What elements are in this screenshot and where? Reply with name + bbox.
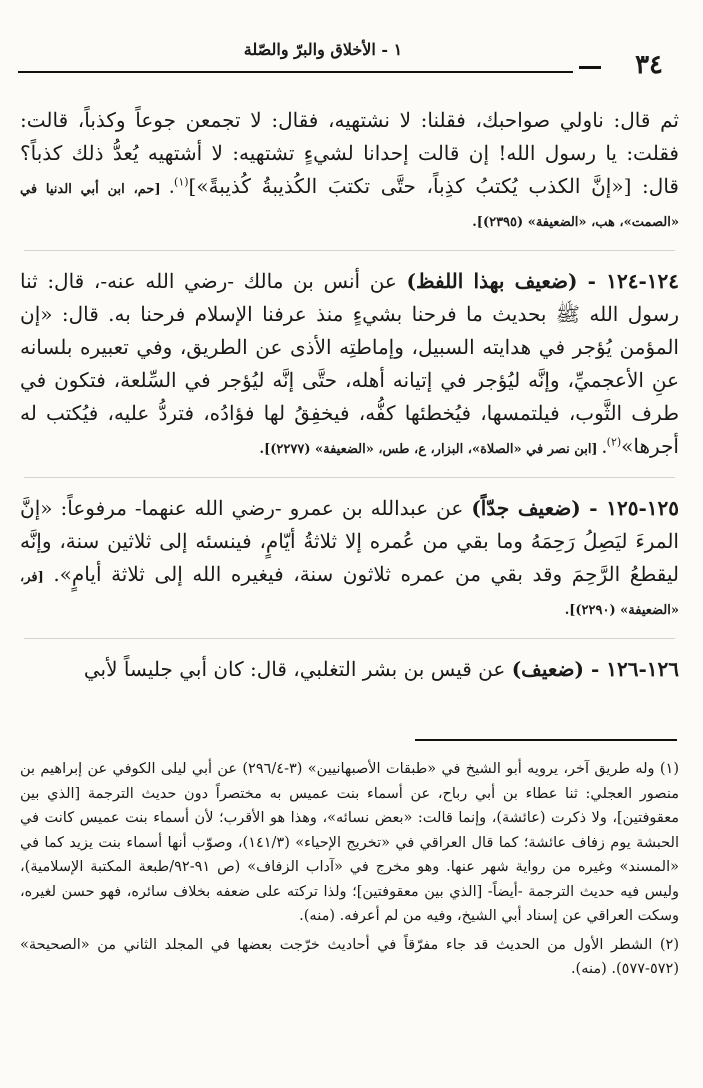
page-header [18,38,663,80]
page-number-dash [579,66,601,69]
footnote-rule [415,739,677,741]
footnote-1: (١) وله طريق آخر، يرويه أبو الشيخ في «طبقات الأصبهانيين» (٣-٢٩٦/٤) عن أبي ليلى الكوفي عن إبراهيم بن منصور العجلي: ثنا عطاء بن أبي رباح، عن أسماء بنت عميس به مختصراً دون حديث الترجمة [الذي بين معقوفتين]، ولا ذكرت (عائشة)، وإنما قالت: «بعض نسائه»، وهذا هو الأقرب؛ لأن أسماء بنت عميس كانت في الحبشة يوم زفاف عائشة؛ كما قال العراقي في «تخريج الإحياء» (١٤١/٣)، وصوّب أنها أسماء بنت يزيد كما في «المسند» وغيره من رواية شهر عنها. وهو مخرج في «آداب الزفاف» (ص ٩١-٩٢/طبعة المكتبة الإسلامية)، وليس فيه حديث الترجمة -أيضاً- [الذي بين معقوفتين]؛ ولذا تركته على ضعفه بخلاف سائره، فهو حسن لغيره، وسكت العراقي عن إسناد أبي الشيخ، وفيه من لم أعرفه. (منه). [20,761,680,924]
hadith-126 [20,653,679,686]
main-text [20,104,679,686]
hadith-125-reference: [فر، «الضعيفة» (٢٢٩٠)]. [20,570,679,618]
hadith-125 [20,492,679,624]
hadith-126-number: ١٢٦-١٢٦ - (ضعيف) [511,657,679,681]
hadith-separator [24,250,675,251]
hadith-124-text: عن أنس بن مالك -رضي الله عنه-، قال: ثنا رسول الله ﷺ بحديث ما فرحنا بشيءٍ منذ عرفنا الإسلام فرحنا به. قال: «إن المؤمن يُؤجر في هدايته السبيل، وإماطتِه الأذى عن الطريق، وفي تعبيره بلسانه عنِ الأعجميِّ، وإنَّه ليُؤجر في إتيانه أهله، حتَّى إنَّه ليُؤجر في السِّلعة، فتكون في طرف الثَّوب، فيلتمسها، فيُخطئها كفُّه، فيخفِقُ لها فؤادُه، فتردُّ عليه، فيُكتب له أجرها» [20,269,679,458]
hadith-separator [24,638,675,639]
footnotes [20,757,679,986]
intro-text: ثم قال: ناولي صواحبك، فقلنا: لا نشتهيه، فقال: لا تجمعن جوعاً وكذباً، قالت: فقلت: يا رسول الله! إن قالت إحدانا لشيءٍ تشتهيه: لا أشتهيه يُعدُّ ذلك كذباً؟ قال: [«إنَّ الكذب يُكتبُ كذِباً، حتَّى تكتبَ الكُذيبةُ كُذيبةً»] [20,108,679,198]
footnote-2: (٢) الشطر الأول من الحديث قد جاء مفرّقاً في أحاديث خرّجت بعضها في المجلد الثاني من «الصحيحة» (٥٧٢-٥٧٧). (منه). [20,936,679,977]
hadith-126-text: عن قيس بن بشر التغلبي، قال: كان أبي جليساً لأبي [83,657,506,681]
page-number: ٣٤ [635,50,663,80]
chapter-title: ١ - الأخلاق والبرّ والصّلة [243,40,403,59]
intro-paragraph [20,104,679,236]
hadith-124-number: ١٢٤-١٢٤ - (ضعيف بهذا اللفظ) [406,269,679,293]
hadith-124-reference: . [ابن نصر في «الصلاة»، البزار، ع، طس، «الضعيفة» (٢٢٧٧)]. [259,442,607,457]
intro-reference: . [حم، ابن أبي الدنيا في «الصمت»، هب، «الضعيفة» (٢٣٩٥)]. [20,182,679,230]
footnote-marker-2: (٢) [606,435,622,449]
hadith-separator [24,477,675,478]
hadith-125-text: عن عبدالله بن عمرو -رضي الله عنهما- مرفوعاً: «إنَّ المرءَ ليَصِلُ رَحِمَهُ وما بقي من عُمره إلا ثلاثةُ أيّامٍ، فينسئه إلى ثلاثين سنة، وإنَّه ليقطعُ الرَّحِمَ وقد بقي من عمره ثلاثون سنة، فيغيره الله إلى ثلاثة أيامٍ». [20,496,680,586]
hadith-124 [20,265,679,463]
hadith-125-number: ١٢٥-١٢٥ - (ضعيف جدّاً) [471,496,680,520]
header-rule [18,71,573,73]
footnote-marker-1: (١) [174,175,189,189]
